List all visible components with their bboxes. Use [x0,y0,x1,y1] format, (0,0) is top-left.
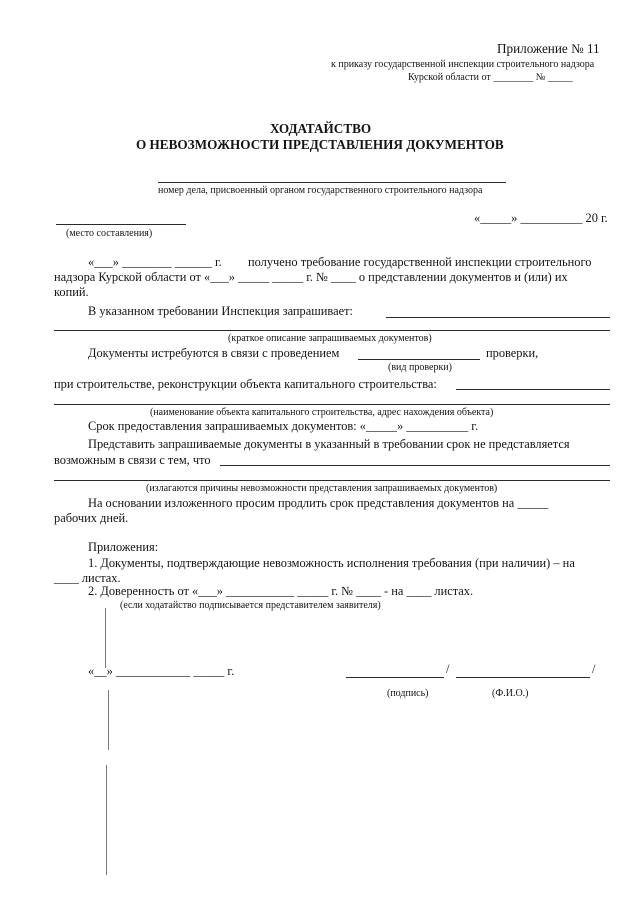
construction-object-caption: (наименование объекта капитального строительства, адрес нахождения объекта) [150,407,494,418]
scan-mark [105,608,106,668]
signature-line [346,677,444,678]
attachments-heading: Приложения: [88,540,159,554]
construction-object-label: при строительстве, реконструкции объекта капитального строительства: [54,377,437,391]
construction-object-line [456,389,610,390]
scan-mark [106,765,107,875]
inspection-type-caption: (вид проверки) [388,362,452,373]
request-details: надзора Курской области от «___» _____ _____ г. № ____ о представлении документов и (или) их [54,270,568,284]
construction-object-line2 [54,404,610,405]
scan-mark [108,690,109,750]
requested-docs-line [386,317,610,318]
extension-request: На основании изложенного просим продлить срок представления документов на _____ [88,496,549,510]
impossibility-text: Представить запрашиваемые документы в указанный в требовании срок не представляется [88,437,570,451]
received-date: «___» ________ ______ г. [88,255,222,269]
signature-caption: (подпись) [387,688,429,699]
signature-separator: / [446,662,450,676]
document-subtitle: О НЕВОЗМОЖНОСТИ ПРЕДСТАВЛЕНИЯ ДОКУМЕНТОВ [136,137,504,152]
full-name-separator: / [592,662,596,676]
full-name-caption: (Ф.И.О.) [492,688,529,699]
signature-date: «__» ____________ _____ г. [88,664,235,678]
composition-date: «_____» __________ 20 г. [474,211,608,225]
document-title: ХОДАТАЙСТВО [270,121,372,136]
case-number-line [158,182,506,183]
attachment-item-1-pages: ____ листах. [54,571,121,585]
impossibility-reason-label: возможным в связи с тем, что [54,453,211,467]
extension-request-end: рабочих дней. [54,511,129,525]
inspection-word: проверки, [486,346,539,360]
submission-deadline: Срок предоставления запрашиваемых документов: «_____» __________ г. [88,419,479,433]
received-text: получено требование государственной инспекции строительного [248,255,592,269]
attachment-item-2: 2. Доверенность от «___» ___________ _____ г. № ____ - на ____ листах. [88,584,474,598]
impossibility-reason-line2 [54,480,610,481]
inspection-type-line [358,359,480,360]
impossibility-reason-caption: (излагаются причины невозможности представления запрашиваемых документов) [146,483,498,494]
request-details-end: копий. [54,285,89,299]
inspection-reason-label: Документы истребуются в связи с проведением [88,346,340,360]
place-caption: (место составления) [66,228,153,239]
requested-docs-line2 [54,330,610,331]
impossibility-reason-line [220,465,610,466]
attachment-item-1: 1. Документы, подтверждающие невозможность исполнения требования (при наличии) – на [88,556,575,570]
full-name-line [456,677,590,678]
appendix-number: Приложение № 11 [497,41,600,56]
requested-docs-caption: (краткое описание запрашиваемых документов) [228,333,432,344]
place-line [56,224,186,225]
attachment-item-2-caption: (если ходатайство подписывается представителем заявителя) [120,600,381,611]
order-reference-line2: Курской области от ________ № _____ [408,72,573,83]
order-reference-line1: к приказу государственной инспекции строительного надзора [331,59,595,70]
case-number-caption: номер дела, присвоенный органом государственного строительного надзора [158,185,483,196]
requested-docs-label: В указанном требовании Инспекция запрашивает: [88,304,353,318]
